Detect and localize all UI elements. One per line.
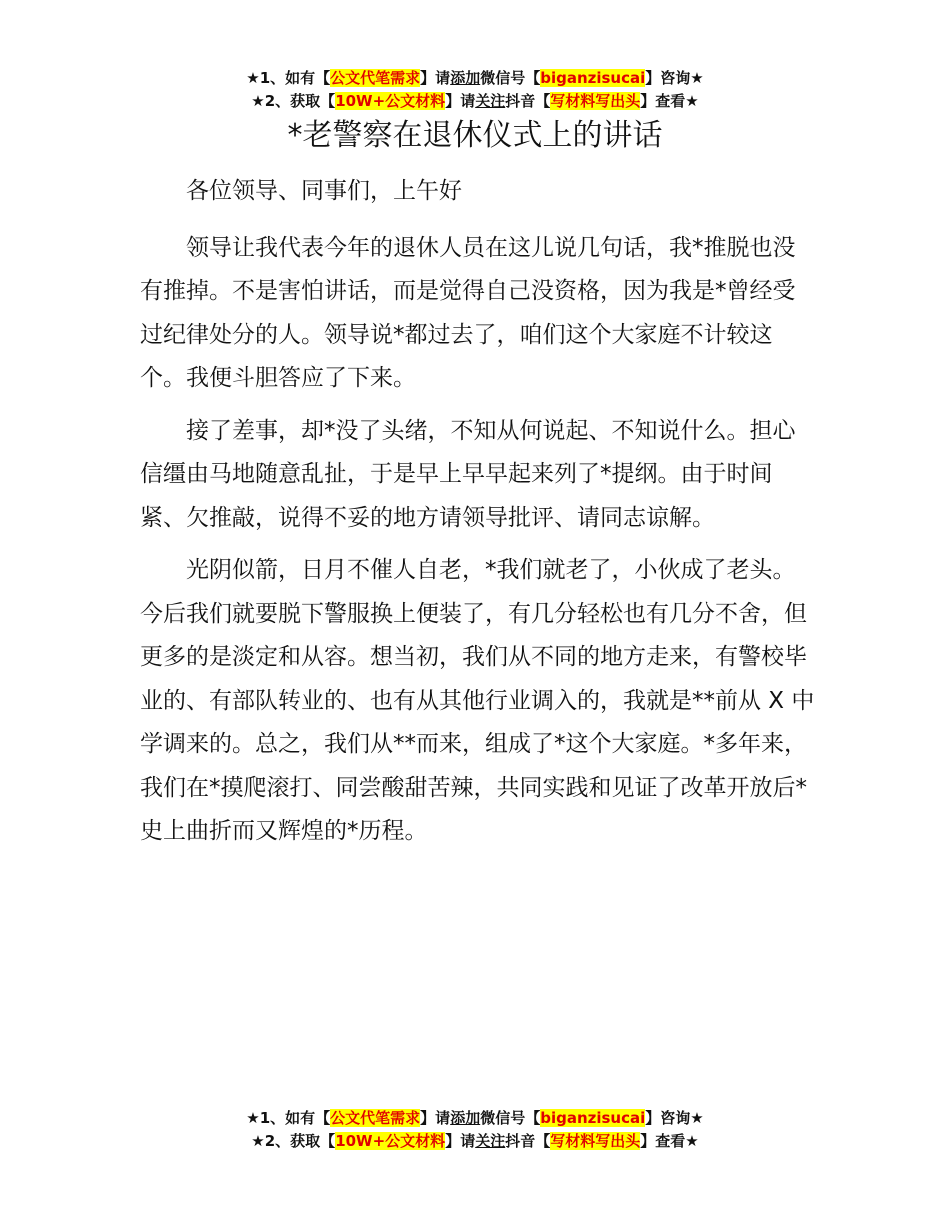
paragraph: 接了差事，却*没了头绪，不知从何说起、不知说什么。担心信缰由马地随意乱扯，于是早上早早起来列了*提纲。由于时间紧、欠推敲，说得不妥的地方请领导批评、请同志谅解。 bbox=[140, 417, 796, 531]
footer-highlight-service: 公文代笔需求 bbox=[330, 1109, 421, 1127]
document-title: *老警察在退休仪式上的讲话 bbox=[287, 118, 663, 153]
paragraph-greeting: 各位领导、同事们，上午好 bbox=[186, 178, 462, 204]
document-body bbox=[140, 170, 815, 863]
header-wechat-id: biganzisucai bbox=[540, 69, 646, 87]
header-highlight-materials: 10W+公文材料 bbox=[335, 92, 446, 110]
footer-banner bbox=[0, 1107, 950, 1153]
header-highlight-service: 公文代笔需求 bbox=[330, 69, 421, 87]
header-line-1: ★1、如有【公文代笔需求】请添加微信号【biganzisucai】咨询★ bbox=[246, 69, 704, 87]
footer-wechat-id: biganzisucai bbox=[540, 1109, 646, 1127]
footer-douyin-name: 写材料写出头 bbox=[550, 1132, 641, 1150]
paragraph: 领导让我代表今年的退休人员在这儿说几句话，我*推脱也没有推掉。不是害怕讲话，而是觉得自己没资格，因为我是*曾经受过纪律处分的人。领导说*都过去了，咱们这个大家庭不计较这个。我便斗胆答应了下来。 bbox=[140, 234, 796, 391]
header-banner bbox=[0, 67, 950, 113]
header-line-2: ★2、获取【10W+公文材料】请关注抖音【写材料写出头】查看★ bbox=[251, 92, 699, 110]
footer-line-1: ★1、如有【公文代笔需求】请添加微信号【biganzisucai】咨询★ bbox=[246, 1109, 704, 1127]
footer-line-2: ★2、获取【10W+公文材料】请关注抖音【写材料写出头】查看★ bbox=[251, 1132, 699, 1150]
paragraph: 光阴似箭，日月不催人自老，*我们就老了，小伙成了老头。今后我们就要脱下警服换上便装了，有几分轻松也有几分不舍，但更多的是淡定和从容。想当初，我们从不同的地方走来，有警校毕业的、有部队转业的、也有从其他行业调入的，我就是**前从 X 中学调来的。总之，我们从**而来，组成了*这个大家庭。*多年来，我们在*摸爬滚打、同尝酸甜苦辣，共同实践和见证了改革开放后*史上曲折而又辉煌的*历程。 bbox=[140, 557, 815, 844]
footer-highlight-materials: 10W+公文材料 bbox=[335, 1132, 446, 1150]
header-douyin-name: 写材料写出头 bbox=[550, 92, 641, 110]
